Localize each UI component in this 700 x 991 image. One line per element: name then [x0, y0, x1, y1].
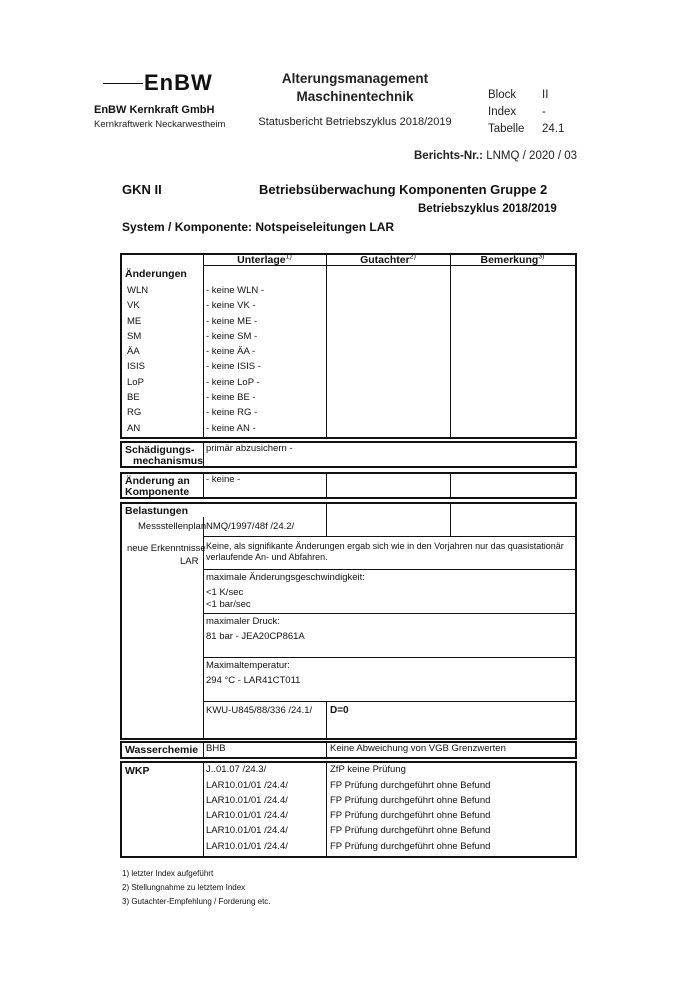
meta-block-key: Block: [488, 89, 517, 101]
meta-index-value: -: [542, 106, 546, 118]
change-value: - keine VK -: [206, 300, 256, 311]
wkp-result: FP Prüfung durchgeführt ohne Befund: [330, 841, 491, 852]
wkp-document: LAR10.01/01 /24.4/: [206, 795, 288, 806]
wkp-document: LAR10.01/01 /24.4/: [206, 780, 288, 791]
report-label: Berichts-Nr.:: [414, 150, 484, 162]
wkp-document: LAR10.01/01 /24.4/: [206, 841, 288, 852]
kwu-reference: KWU-U845/88/336 /24.1/: [206, 705, 313, 716]
measuring-plan-value: NMQ/1997/48f /24.2/: [206, 521, 295, 532]
max-temperature-value: 294 °C - LAR41CT011: [206, 675, 301, 686]
new-findings-label-2: LAR: [180, 556, 199, 567]
meta-block-value: II: [542, 89, 549, 101]
component-change-label-2: Komponente: [125, 486, 190, 498]
change-key: ÄA: [127, 346, 140, 357]
measuring-plan-label: Messstellenplan: [138, 521, 207, 532]
change-key: BE: [127, 392, 140, 403]
doc-title-line2: Maschinentechnik: [296, 89, 414, 104]
footnote-2: 2) Stellungnahme zu letztem Index: [122, 883, 246, 892]
change-key: ISIS: [127, 361, 145, 372]
change-key: VK: [127, 300, 140, 311]
damage-label-2: mechanismus: [133, 455, 204, 467]
change-value: - keine ME -: [206, 316, 258, 327]
change-value: - keine WLN -: [206, 285, 265, 296]
damage-value: primär abzusichern -: [206, 443, 293, 454]
change-value: - keine SM -: [206, 331, 258, 342]
change-key: ME: [127, 316, 142, 327]
change-key: RG: [127, 407, 142, 418]
report-value: LNMQ / 2020 / 03: [486, 150, 578, 162]
max-rate-title: maximale Änderungsgeschwindigkeit:: [206, 572, 365, 583]
change-key: AN: [127, 423, 141, 434]
plant-name: Kernkraftwerk Neckarwestheim: [94, 119, 226, 130]
footnote-1: 1) letzter Index aufgeführt: [122, 869, 214, 878]
wkp-document: J..01.07 /24.3/: [206, 764, 267, 775]
unit-label: GKN II: [122, 182, 162, 197]
change-value: - keine AN -: [206, 423, 256, 434]
water-chemistry-remark: Keine Abweichung von VGB Grenzwerten: [330, 743, 506, 754]
change-value: - keine ÄA -: [206, 346, 256, 357]
water-chemistry-document: BHB: [206, 743, 226, 754]
logo-line: [103, 83, 143, 84]
change-value: - keine BE -: [206, 392, 256, 403]
wkp-label: WKP: [125, 765, 150, 777]
max-pressure-title: maximaler Druck:: [206, 616, 280, 627]
max-temperature-title: Maximaltemperatur:: [206, 660, 290, 671]
change-value: - keine LoP -: [206, 377, 260, 388]
col-header-unterlage: [203, 254, 326, 266]
footnote-3: 3) Gutachter-Empfehlung / Forderung etc.: [122, 897, 271, 906]
new-findings-line-1: Keine, als signifikante Änderungen ergab sich wie in den Vorjahren nur das quasistationär: [206, 541, 564, 551]
col-gutachter-note: 2): [409, 253, 416, 261]
col-gutachter-text: Gutachter: [360, 254, 410, 266]
change-key: SM: [127, 331, 142, 342]
col-unterlage-note: 1): [285, 253, 292, 261]
meta-index-key: Index: [488, 106, 517, 118]
meta-table-value: 24.1: [542, 123, 565, 135]
max-pressure-value: 81 bar - JEA20CP861A: [206, 631, 305, 642]
damage-label-1: Schädigungs-: [125, 444, 195, 456]
change-value: - keine ISIS -: [206, 361, 261, 372]
change-value: - keine RG -: [206, 407, 258, 418]
meta-table-key: Tabelle: [488, 123, 525, 135]
wkp-result: FP Prüfung durchgeführt ohne Befund: [330, 825, 491, 836]
wkp-result: FP Prüfung durchgeführt ohne Befund: [330, 810, 491, 821]
wkp-result: FP Prüfung durchgeführt ohne Befund: [330, 795, 491, 806]
wkp-result: FP Prüfung durchgeführt ohne Befund: [330, 780, 491, 791]
max-rate-pressure: <1 bar/sec: [206, 599, 251, 610]
company-name: EnBW Kernkraft GmbH: [94, 104, 215, 116]
enbw-logo: EnBW: [144, 70, 213, 95]
col-bemerkung-note: 3): [538, 253, 545, 261]
water-chemistry-label: Wasserchemie: [125, 744, 199, 756]
changes-label: Änderungen: [125, 268, 187, 280]
col-header-bemerkung: [450, 254, 575, 266]
wkp-document: LAR10.01/01 /24.4/: [206, 810, 288, 821]
doc-title-line1: Alterungsmanagement: [281, 71, 429, 86]
component-change-label-1: Änderung an: [125, 475, 190, 487]
system-label: System / Komponente: Notspeiseleitungen LAR: [122, 220, 395, 234]
cycle-label: Betriebszyklus 2018/2019: [418, 203, 557, 215]
section-title: Betriebsüberwachung Komponenten Gruppe 2: [259, 182, 548, 197]
col-header-gutachter: [326, 254, 450, 266]
new-findings-label-1: neue Erkenntnisse: [127, 543, 206, 554]
col-bemerkung-text: Bemerkung: [480, 254, 539, 266]
new-findings-line-2: verlaufende An- und Abfahren.: [206, 552, 328, 562]
change-key: LoP: [127, 377, 144, 388]
change-key: WLN: [127, 285, 149, 296]
component-change-value: - keine -: [206, 474, 241, 485]
wkp-result: ZfP keine Prüfung: [330, 764, 406, 775]
status-report: Statusbericht Betriebszyklus 2018/2019: [258, 116, 452, 128]
col-unterlage-text: Unterlage: [237, 254, 286, 266]
report-number: [414, 150, 577, 162]
max-rate-temperature: <1 K/sec: [206, 587, 244, 598]
d-value: D=0: [330, 705, 349, 716]
loads-label: Belastungen: [125, 505, 189, 517]
wkp-document: LAR10.01/01 /24.4/: [206, 825, 288, 836]
